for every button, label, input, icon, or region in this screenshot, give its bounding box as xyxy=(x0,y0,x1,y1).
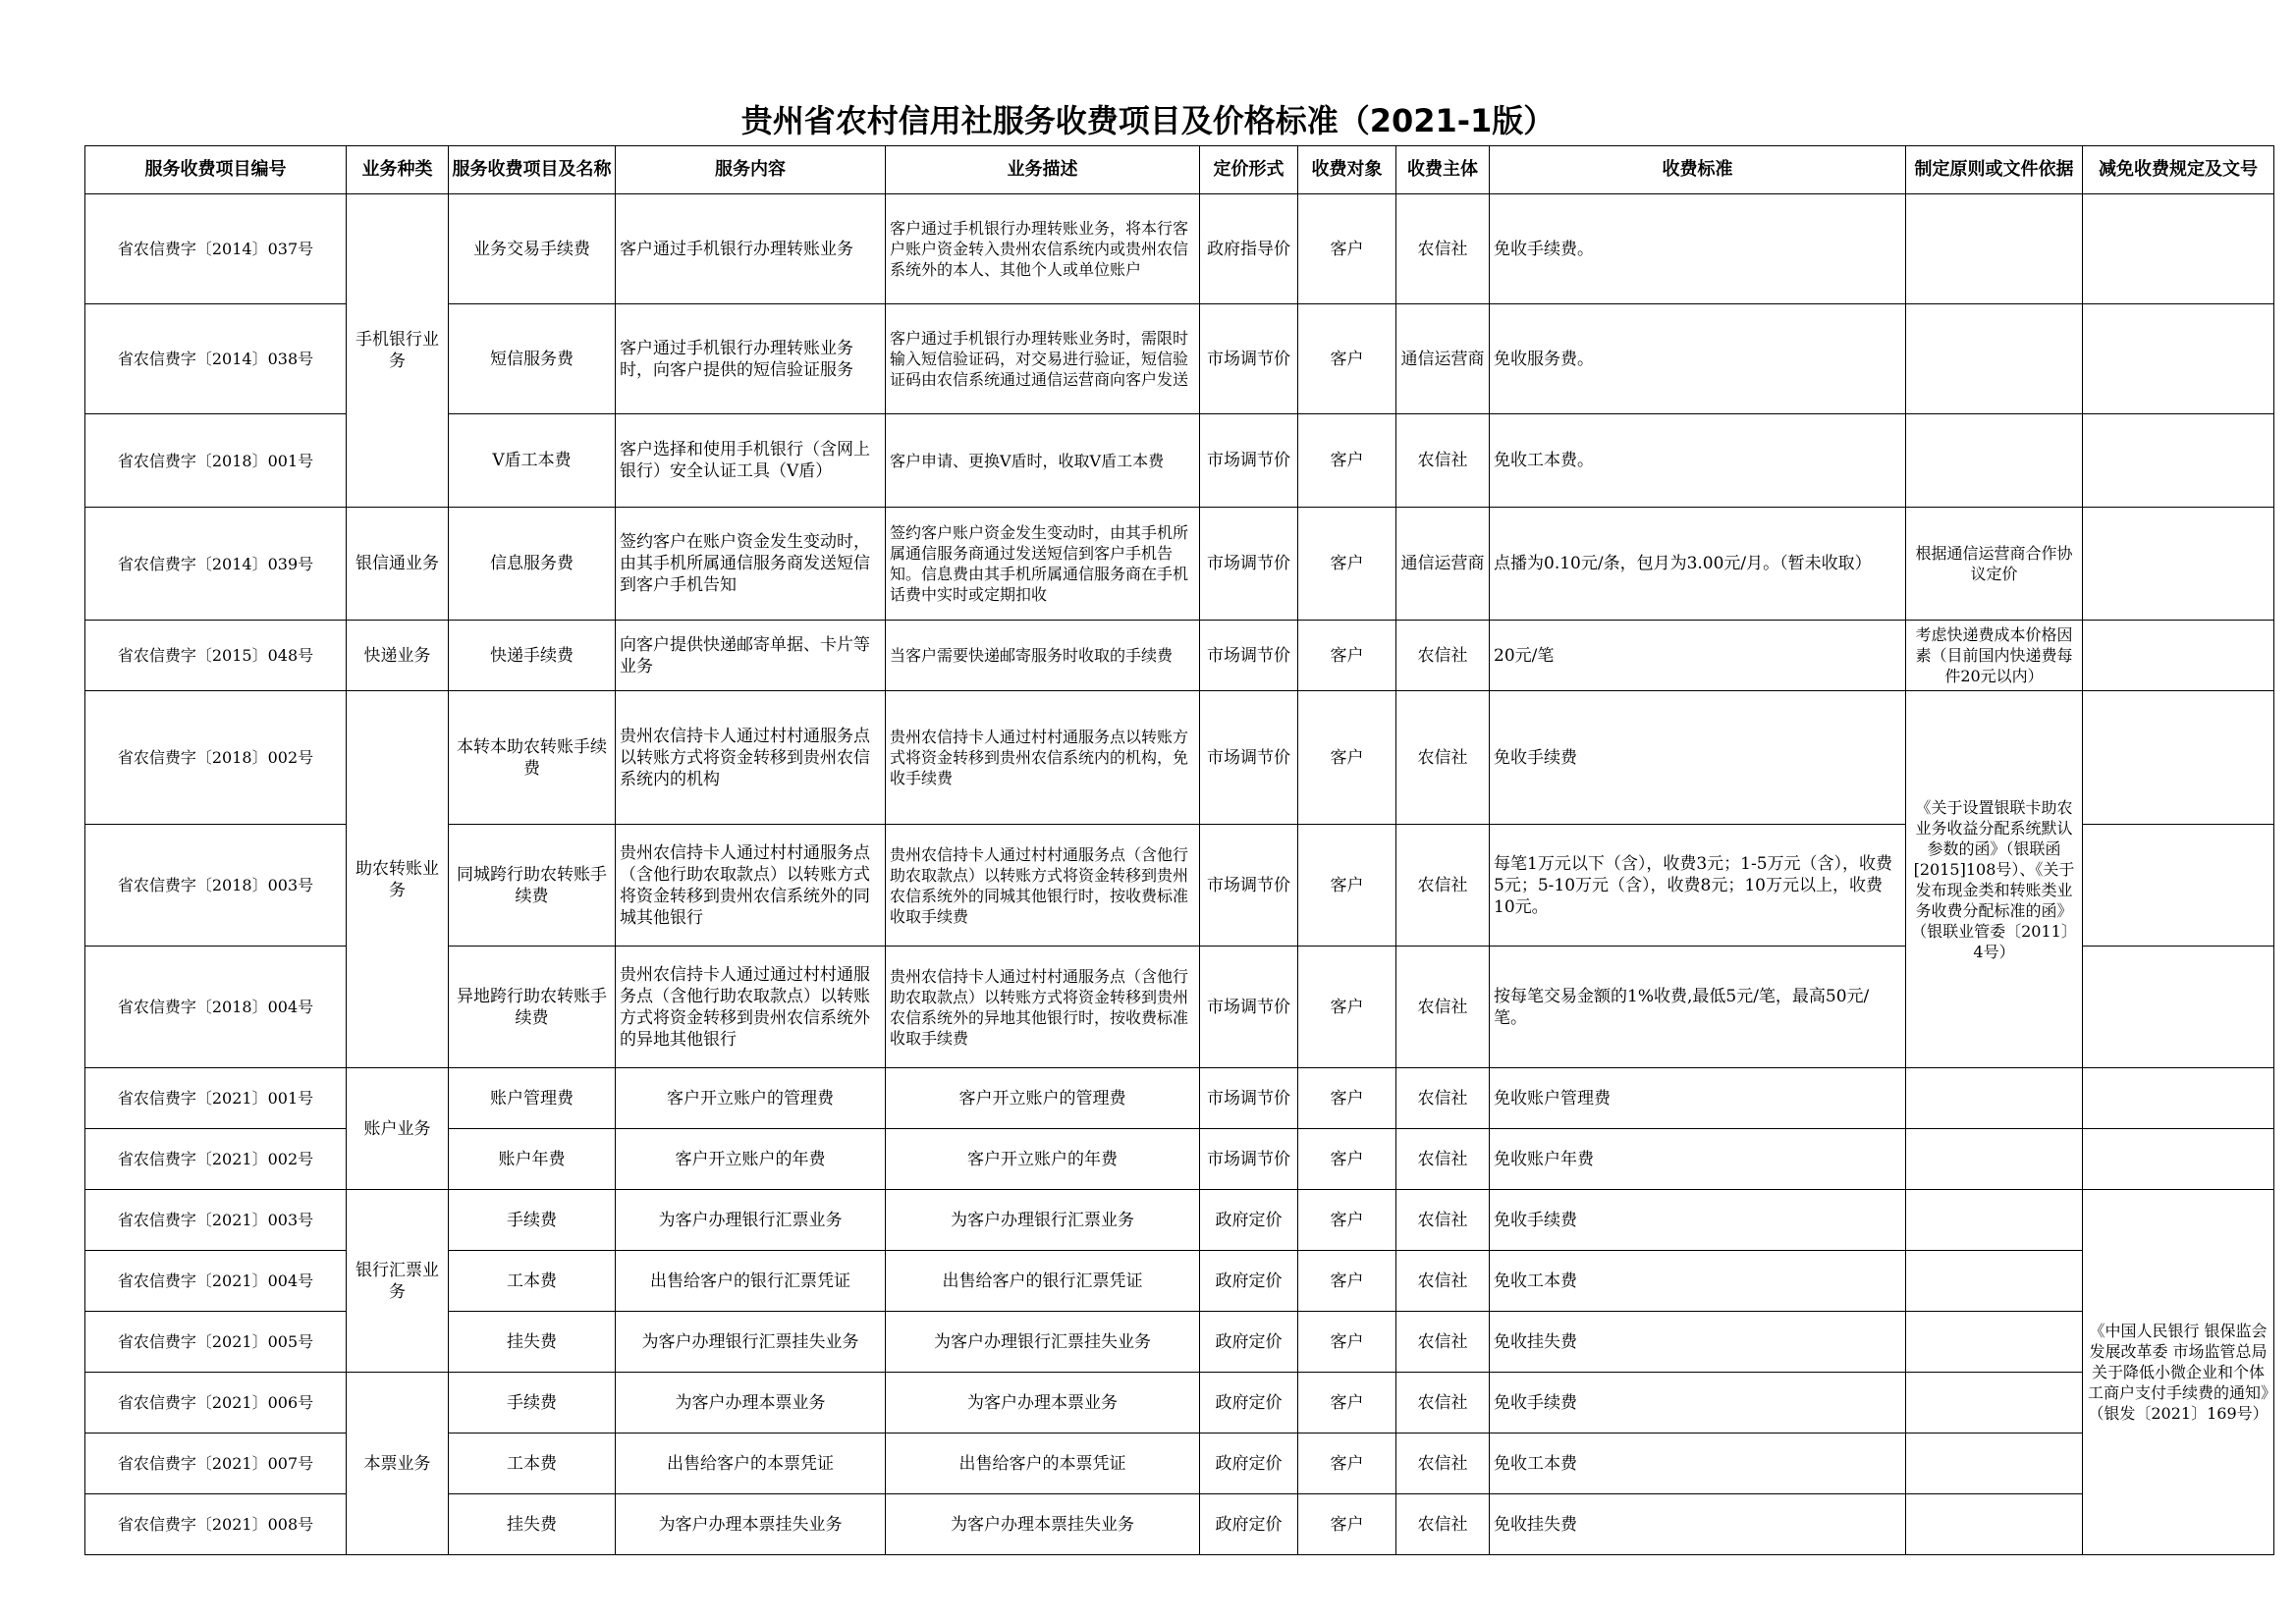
table-row xyxy=(85,621,2274,691)
header-pricing: 定价形式 xyxy=(1200,146,1298,194)
header-code: 服务收费项目编号 xyxy=(85,146,347,194)
code-cell: 省农信费字〔2021〕006号 xyxy=(85,1373,347,1434)
pricing-cell: 政府定价 xyxy=(1200,1251,1298,1312)
table-row xyxy=(85,1373,2274,1434)
basis-cell xyxy=(1906,1251,2083,1312)
name-cell: 信息服务费 xyxy=(449,508,616,621)
pricing-cell: 政府定价 xyxy=(1200,1190,1298,1251)
desc-cell: 客户通过手机银行办理转账业务，将本行客户账户资金转入贵州农信系统内或贵州农信系统外的本人、其他个人或单位账户 xyxy=(886,194,1200,304)
pricing-cell: 政府定价 xyxy=(1200,1312,1298,1373)
target-cell: 客户 xyxy=(1298,691,1396,825)
header-exemption: 减免收费规定及文号 xyxy=(2083,146,2274,194)
content-cell: 为客户办理本票业务 xyxy=(616,1373,886,1434)
exemption-cell xyxy=(2083,947,2274,1068)
subject-cell: 农信社 xyxy=(1396,621,1490,691)
content-cell: 客户开立账户的管理费 xyxy=(616,1068,886,1129)
content-cell: 贵州农信持卡人通过村村通服务点（含他行助农取款点）以转账方式将资金转移到贵州农信系统外的同城其他银行 xyxy=(616,825,886,947)
code-cell: 省农信费字〔2021〕002号 xyxy=(85,1129,347,1190)
code-cell: 省农信费字〔2018〕001号 xyxy=(85,414,347,508)
pricing-cell: 市场调节价 xyxy=(1200,621,1298,691)
desc-cell: 客户开立账户的年费 xyxy=(886,1129,1200,1190)
category-cell: 银信通业务 xyxy=(347,508,449,621)
subject-cell: 农信社 xyxy=(1396,1190,1490,1251)
standard-cell: 免收服务费。 xyxy=(1490,304,1906,414)
exemption-cell xyxy=(2083,508,2274,621)
header-row xyxy=(85,146,2274,194)
code-cell: 省农信费字〔2018〕004号 xyxy=(85,947,347,1068)
code-cell: 省农信费字〔2018〕002号 xyxy=(85,691,347,825)
target-cell: 客户 xyxy=(1298,1494,1396,1555)
header-desc: 业务描述 xyxy=(886,146,1200,194)
code-cell: 省农信费字〔2021〕008号 xyxy=(85,1494,347,1555)
basis-cell xyxy=(1906,414,2083,508)
standard-cell: 每笔1万元以下（含），收费3元；1-5万元（含），收费5元；5-10万元（含），收费8元；10万元以上，收费10元。 xyxy=(1490,825,1906,947)
name-cell: 业务交易手续费 xyxy=(449,194,616,304)
desc-cell: 为客户办理银行汇票挂失业务 xyxy=(886,1312,1200,1373)
standard-cell: 点播为0.10元/条，包月为3.00元/月。（暂未收取） xyxy=(1490,508,1906,621)
table-row xyxy=(85,194,2274,304)
standard-cell: 20元/笔 xyxy=(1490,621,1906,691)
pricing-cell: 市场调节价 xyxy=(1200,304,1298,414)
basis-cell xyxy=(1906,304,2083,414)
category-cell: 本票业务 xyxy=(347,1373,449,1555)
exemption-cell xyxy=(2083,304,2274,414)
name-cell: 账户管理费 xyxy=(449,1068,616,1129)
content-cell: 客户通过手机银行办理转账业务 xyxy=(616,194,886,304)
code-cell: 省农信费字〔2021〕001号 xyxy=(85,1068,347,1129)
target-cell: 客户 xyxy=(1298,508,1396,621)
desc-cell: 贵州农信持卡人通过村村通服务点（含他行助农取款点）以转账方式将资金转移到贵州农信系统外的同城其他银行时，按收费标准收取手续费 xyxy=(886,825,1200,947)
standard-cell: 免收账户管理费 xyxy=(1490,1068,1906,1129)
basis-cell xyxy=(1906,194,2083,304)
desc-cell: 当客户需要快递邮寄服务时收取的手续费 xyxy=(886,621,1200,691)
subject-cell: 农信社 xyxy=(1396,414,1490,508)
desc-cell: 出售给客户的本票凭证 xyxy=(886,1434,1200,1494)
exemption-cell xyxy=(2083,1129,2274,1190)
content-cell: 客户开立账户的年费 xyxy=(616,1129,886,1190)
fee-table xyxy=(84,145,2274,1555)
name-cell: 同城跨行助农转账手续费 xyxy=(449,825,616,947)
name-cell: 短信服务费 xyxy=(449,304,616,414)
target-cell: 客户 xyxy=(1298,304,1396,414)
exemption-cell xyxy=(2083,1068,2274,1129)
target-cell: 客户 xyxy=(1298,414,1396,508)
content-cell: 签约客户在账户资金发生变动时，由其手机所属通信服务商发送短信到客户手机告知 xyxy=(616,508,886,621)
name-cell: V盾工本费 xyxy=(449,414,616,508)
basis-cell xyxy=(1906,1068,2083,1129)
name-cell: 账户年费 xyxy=(449,1129,616,1190)
desc-cell: 为客户办理本票挂失业务 xyxy=(886,1494,1200,1555)
standard-cell: 免收工本费。 xyxy=(1490,414,1906,508)
page-title: 贵州省农村信用社服务收费项目及价格标准（2021-1版） xyxy=(740,102,1556,139)
code-cell: 省农信费字〔2021〕007号 xyxy=(85,1434,347,1494)
exemption-cell xyxy=(2083,621,2274,691)
target-cell: 客户 xyxy=(1298,825,1396,947)
name-cell: 手续费 xyxy=(449,1190,616,1251)
content-cell: 客户选择和使用手机银行（含网上银行）安全认证工具（V盾） xyxy=(616,414,886,508)
pricing-cell: 政府定价 xyxy=(1200,1373,1298,1434)
pricing-cell: 市场调节价 xyxy=(1200,1068,1298,1129)
standard-cell: 免收工本费 xyxy=(1490,1251,1906,1312)
name-cell: 挂失费 xyxy=(449,1494,616,1555)
target-cell: 客户 xyxy=(1298,1129,1396,1190)
header-subject: 收费主体 xyxy=(1396,146,1490,194)
code-cell: 省农信费字〔2021〕004号 xyxy=(85,1251,347,1312)
exemption-cell xyxy=(2083,194,2274,304)
target-cell: 客户 xyxy=(1298,194,1396,304)
target-cell: 客户 xyxy=(1298,947,1396,1068)
desc-cell: 为客户办理本票业务 xyxy=(886,1373,1200,1434)
desc-cell: 客户开立账户的管理费 xyxy=(886,1068,1200,1129)
name-cell: 工本费 xyxy=(449,1251,616,1312)
target-cell: 客户 xyxy=(1298,1251,1396,1312)
exemption-cell xyxy=(2083,691,2274,825)
pricing-cell: 市场调节价 xyxy=(1200,691,1298,825)
name-cell: 快递手续费 xyxy=(449,621,616,691)
pricing-cell: 市场调节价 xyxy=(1200,1129,1298,1190)
subject-cell: 农信社 xyxy=(1396,1129,1490,1190)
category-cell: 手机银行业务 xyxy=(347,194,449,508)
target-cell: 客户 xyxy=(1298,1068,1396,1129)
code-cell: 省农信费字〔2014〕037号 xyxy=(85,194,347,304)
target-cell: 客户 xyxy=(1298,1434,1396,1494)
header-category: 业务种类 xyxy=(347,146,449,194)
content-cell: 贵州农信持卡人通过村村通服务点以转账方式将资金转移到贵州农信系统内的机构 xyxy=(616,691,886,825)
table-row xyxy=(85,1068,2274,1129)
pricing-cell: 政府定价 xyxy=(1200,1434,1298,1494)
standard-cell: 免收挂失费 xyxy=(1490,1494,1906,1555)
standard-cell: 免收手续费 xyxy=(1490,691,1906,825)
header-basis: 制定原则或文件依据 xyxy=(1906,146,2083,194)
subject-cell: 农信社 xyxy=(1396,1251,1490,1312)
content-cell: 贵州农信持卡人通过通过村村通服务点（含他行助农取款点）以转账方式将资金转移到贵州农信系统外的异地其他银行 xyxy=(616,947,886,1068)
code-cell: 省农信费字〔2015〕048号 xyxy=(85,621,347,691)
table-row xyxy=(85,1190,2274,1251)
target-cell: 客户 xyxy=(1298,621,1396,691)
subject-cell: 农信社 xyxy=(1396,947,1490,1068)
target-cell: 客户 xyxy=(1298,1373,1396,1434)
standard-cell: 免收账户年费 xyxy=(1490,1129,1906,1190)
desc-cell: 客户通过手机银行办理转账业务时，需限时输入短信验证码，对交易进行验证，短信验证码由农信系统通过通信运营商向客户发送 xyxy=(886,304,1200,414)
table-row xyxy=(85,691,2274,825)
subject-cell: 农信社 xyxy=(1396,825,1490,947)
subject-cell: 农信社 xyxy=(1396,1494,1490,1555)
category-cell: 账户业务 xyxy=(347,1068,449,1190)
name-cell: 异地跨行助农转账手续费 xyxy=(449,947,616,1068)
content-cell: 向客户提供快递邮寄单据、卡片等业务 xyxy=(616,621,886,691)
subject-cell: 农信社 xyxy=(1396,691,1490,825)
subject-cell: 农信社 xyxy=(1396,1373,1490,1434)
subject-cell: 通信运营商 xyxy=(1396,304,1490,414)
exemption-cell xyxy=(2083,825,2274,947)
subject-cell: 农信社 xyxy=(1396,1312,1490,1373)
table-row xyxy=(85,508,2274,621)
pricing-cell: 市场调节价 xyxy=(1200,825,1298,947)
pricing-cell: 政府指导价 xyxy=(1200,194,1298,304)
target-cell: 客户 xyxy=(1298,1190,1396,1251)
subject-cell: 农信社 xyxy=(1396,1068,1490,1129)
subject-cell: 农信社 xyxy=(1396,1434,1490,1494)
standard-cell: 免收手续费 xyxy=(1490,1373,1906,1434)
exemption-cell xyxy=(2083,414,2274,508)
name-cell: 挂失费 xyxy=(449,1312,616,1373)
content-cell: 出售给客户的本票凭证 xyxy=(616,1434,886,1494)
content-cell: 客户通过手机银行办理转账业务时，向客户提供的短信验证服务 xyxy=(616,304,886,414)
code-cell: 省农信费字〔2014〕039号 xyxy=(85,508,347,621)
exemption-cell: 《中国人民银行 银保监会 发展改革委 市场监管总局关于降低小微企业和个体工商户支付手续费的通知》（银发〔2021〕169号） xyxy=(2083,1190,2274,1555)
standard-cell: 按每笔交易金额的1%收费,最低5元/笔，最高50元/笔。 xyxy=(1490,947,1906,1068)
category-cell: 银行汇票业务 xyxy=(347,1190,449,1373)
code-cell: 省农信费字〔2021〕005号 xyxy=(85,1312,347,1373)
content-cell: 为客户办理本票挂失业务 xyxy=(616,1494,886,1555)
name-cell: 本转本助农转账手续费 xyxy=(449,691,616,825)
basis-cell xyxy=(1906,1434,2083,1494)
basis-cell xyxy=(1906,1190,2083,1251)
pricing-cell: 政府定价 xyxy=(1200,1494,1298,1555)
header-target: 收费对象 xyxy=(1298,146,1396,194)
pricing-cell: 市场调节价 xyxy=(1200,947,1298,1068)
target-cell: 客户 xyxy=(1298,1312,1396,1373)
standard-cell: 免收手续费 xyxy=(1490,1190,1906,1251)
desc-cell: 出售给客户的银行汇票凭证 xyxy=(886,1251,1200,1312)
basis-cell: 考虑快递费成本价格因素（目前国内快递费每件20元以内） xyxy=(1906,621,2083,691)
basis-cell xyxy=(1906,1129,2083,1190)
basis-cell: 《关于设置银联卡助农业务收益分配系统默认参数的函》（银联函[2015]108号）、《关于发布现金类和转账类业务收费分配标准的函》（银联业管委〔2011〕4号） xyxy=(1906,691,2083,1068)
content-cell: 为客户办理银行汇票业务 xyxy=(616,1190,886,1251)
standard-cell: 免收手续费。 xyxy=(1490,194,1906,304)
content-cell: 为客户办理银行汇票挂失业务 xyxy=(616,1312,886,1373)
desc-cell: 签约客户账户资金发生变动时，由其手机所属通信服务商通过发送短信到客户手机告知。信息费由其手机所属通信服务商在手机话费中实时或定期扣收 xyxy=(886,508,1200,621)
basis-cell xyxy=(1906,1373,2083,1434)
standard-cell: 免收挂失费 xyxy=(1490,1312,1906,1373)
name-cell: 手续费 xyxy=(449,1373,616,1434)
content-cell: 出售给客户的银行汇票凭证 xyxy=(616,1251,886,1312)
name-cell: 工本费 xyxy=(449,1434,616,1494)
basis-cell xyxy=(1906,1312,2083,1373)
header-content: 服务内容 xyxy=(616,146,886,194)
desc-cell: 贵州农信持卡人通过村村通服务点（含他行助农取款点）以转账方式将资金转移到贵州农信系统外的异地其他银行时，按收费标准收取手续费 xyxy=(886,947,1200,1068)
desc-cell: 为客户办理银行汇票业务 xyxy=(886,1190,1200,1251)
code-cell: 省农信费字〔2014〕038号 xyxy=(85,304,347,414)
header-standard: 收费标准 xyxy=(1490,146,1906,194)
header-name: 服务收费项目及名称 xyxy=(449,146,616,194)
standard-cell: 免收工本费 xyxy=(1490,1434,1906,1494)
category-cell: 快递业务 xyxy=(347,621,449,691)
basis-cell xyxy=(1906,1494,2083,1555)
category-cell: 助农转账业务 xyxy=(347,691,449,1068)
code-cell: 省农信费字〔2021〕003号 xyxy=(85,1190,347,1251)
subject-cell: 农信社 xyxy=(1396,194,1490,304)
pricing-cell: 市场调节价 xyxy=(1200,414,1298,508)
desc-cell: 客户申请、更换V盾时，收取V盾工本费 xyxy=(886,414,1200,508)
pricing-cell: 市场调节价 xyxy=(1200,508,1298,621)
desc-cell: 贵州农信持卡人通过村村通服务点以转账方式将资金转移到贵州农信系统内的机构，免收手续费 xyxy=(886,691,1200,825)
subject-cell: 通信运营商 xyxy=(1396,508,1490,621)
basis-cell: 根据通信运营商合作协议定价 xyxy=(1906,508,2083,621)
code-cell: 省农信费字〔2018〕003号 xyxy=(85,825,347,947)
